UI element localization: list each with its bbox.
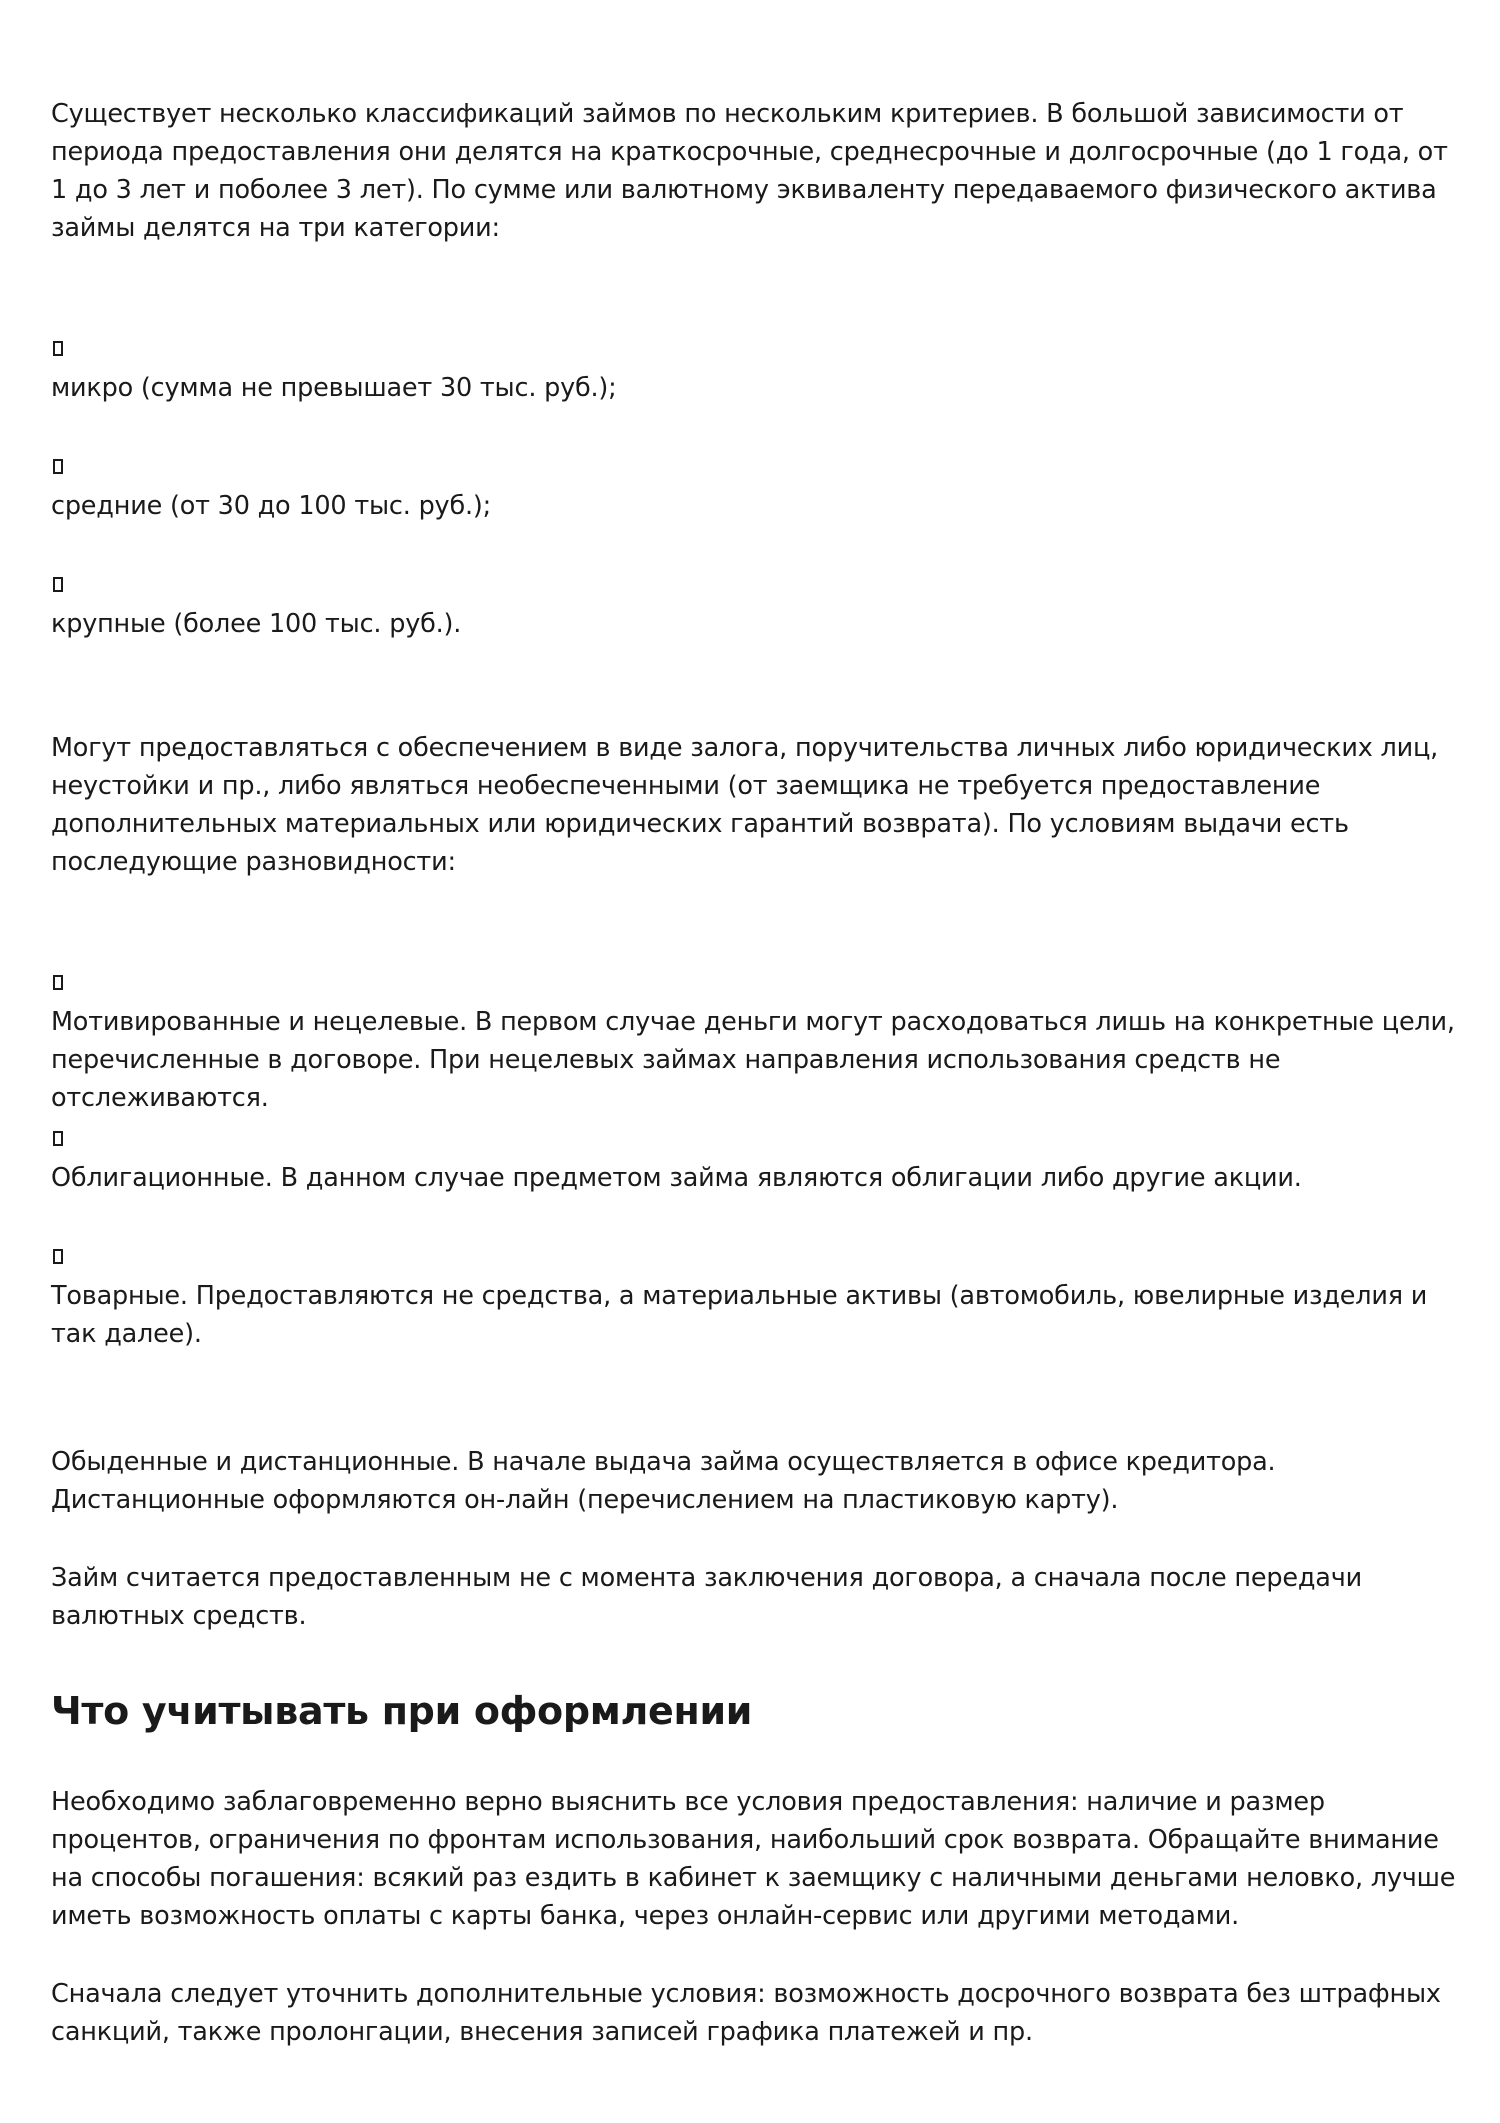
list-item-commodity: Товарные. Предоставляются не средства, а материальные активы (автомобиль, ювелирные изделия и так далее). (51, 1281, 1428, 1349)
paragraph-loan-classification: Существует несколько классификаций займов по нескольким критериев. В большой зависимости от периода предоставления они делятся на краткосрочные, среднесрочные и долгосрочные (до 1 года, от 1 до 3 лет и поболее 3 лет). По сумме или валютному эквиваленту передаваемого физического актива займы делятся на три категории: (51, 99, 1448, 243)
bullet-box-icon (53, 1249, 63, 1264)
list-item-large: крупные (более 100 тыс. руб.). (51, 609, 462, 639)
paragraph-ordinary-remote: Обыденные и дистанционные. В начале выдача займа осуществляется в офисе кредитора. Дистанционные оформляются он-лайн (перечислением на пластиковую карту). (51, 1447, 1276, 1515)
list-item-targeted: Мотивированные и нецелевые. В первом случае деньги могут расходоваться лишь на конкретные цели, перечисленные в договоре. При нецелевых займах направления использования средств не отслеживаются. (51, 1007, 1455, 1113)
list-item-bond: Облигационные. В данном случае предметом займа являются облигации либо другие акции. (51, 1163, 1302, 1193)
bullet-box-icon (53, 459, 63, 474)
bullet-box-icon (53, 975, 63, 990)
section-heading: Что учитывать при оформлении (51, 1689, 753, 1733)
paragraph-loan-provided: Займ считается предоставленным не с момента заключения договора, а сначала после передачи валютных средств. (51, 1563, 1362, 1631)
paragraph-additional-conditions: Сначала следует уточнить дополнительные условия: возможность досрочного возврата без штрафных санкций, также пролонгации, внесения записей графика платежей и пр. (51, 1979, 1441, 2047)
list-item-micro: микро (сумма не превышает 30 тыс. руб.); (51, 373, 617, 403)
bullet-box-icon (53, 1131, 63, 1146)
bullet-box-icon (53, 341, 63, 356)
list-item-medium: средние (от 30 до 100 тыс. руб.); (51, 491, 492, 521)
paragraph-conditions: Необходимо заблаговременно верно выяснить все условия предоставления: наличие и размер процентов, ограничения по фронтам использования, наибольший срок возврата. Обращайте внимание на способы погашения: всякий раз ездить в кабинет к заемщику с наличными деньгами неловко, лучше иметь возможность оплаты с карты банка, через онлайн-сервис или другими методами. (51, 1787, 1456, 1931)
bullet-box-icon (53, 577, 63, 592)
paragraph-collateral: Могут предоставляться с обеспечением в виде залога, поручительства личных либо юридических лиц, неустойки и пр., либо являться необеспеченными (от заемщика не требуется предоставление дополнительных материальных или юридических гарантий возврата). По условиям выдачи есть последующие разновидности: (51, 733, 1439, 877)
